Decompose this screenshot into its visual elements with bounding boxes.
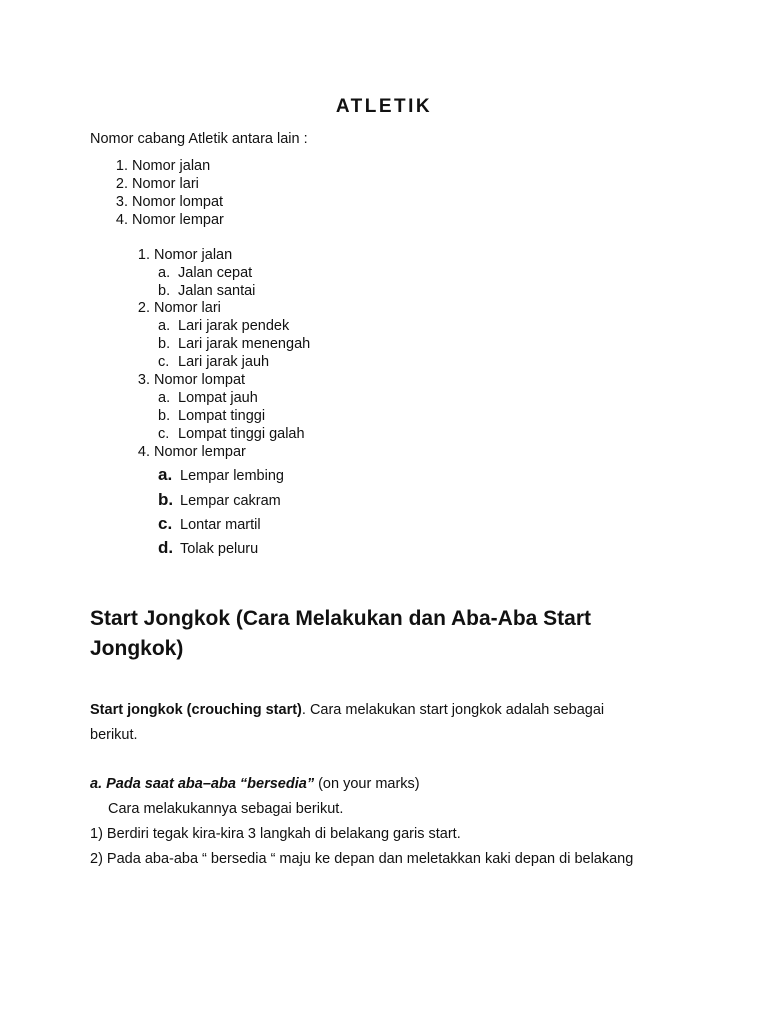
list-item-label: Nomor lempar (154, 444, 246, 460)
intro-text: Nomor cabang Atletik antara lain : (90, 131, 308, 147)
sub-list-label: Lempar lembing (180, 468, 284, 484)
list-item-label: Nomor jalan (132, 158, 211, 174)
list-item-label: Nomor lompat (132, 194, 224, 210)
sub-list-item (158, 283, 255, 299)
step-heading (90, 776, 420, 792)
sub-list-label: Tolak peluru (180, 541, 259, 557)
paragraph-line (90, 702, 604, 718)
list-item (126, 300, 221, 316)
sub-list-letter: b. (158, 408, 171, 424)
sub-list-item (158, 265, 252, 281)
sub-list-item (158, 318, 289, 334)
sub-list-item (158, 390, 258, 406)
section-heading: Start Jongkok (Cara Melakukan dan Aba-Aba Start Jongkok) (90, 607, 592, 660)
sub-list-item (158, 490, 281, 510)
bold-term: Start jongkok (crouching start) (90, 702, 302, 718)
sub-list-label: Jalan santai (178, 283, 256, 299)
sub-list-label: Lari jarak menengah (178, 336, 311, 352)
sub-list-item (158, 514, 261, 534)
step-heading-bold: a. Pada saat aba–aba “bersedia” (90, 776, 315, 792)
sub-list-letter: d. (158, 538, 174, 557)
sub-list-label: Lari jarak jauh (178, 354, 270, 370)
sub-list-letter: b. (158, 283, 171, 299)
sub-list-label: Lompat jauh (178, 390, 258, 406)
paragraph-text: . Cara melakukan start jongkok adalah sebagai (301, 702, 605, 718)
list-item-label: Nomor lari (132, 176, 199, 192)
step-item: 1) Berdiri tegak kira-kira 3 langkah di belakang garis start. (90, 826, 461, 842)
sub-list-item (158, 336, 310, 352)
list-item (104, 194, 223, 210)
sub-list-letter: b. (158, 490, 174, 509)
list-item (104, 176, 199, 192)
step-subtext: Cara melakukannya sebagai berikut. (108, 801, 344, 817)
sub-list-letter: c. (158, 514, 173, 533)
list-item (126, 247, 232, 263)
list-number: 4. (137, 444, 150, 460)
list-number: 3. (137, 372, 150, 388)
list-number: 1. (115, 158, 128, 174)
sub-list-label: Lompat tinggi galah (178, 426, 305, 442)
sub-list-letter: a. (158, 390, 171, 406)
page-title: ATLETIK (335, 96, 433, 117)
list-number: 2. (115, 176, 128, 192)
sub-list-letter: a. (158, 465, 173, 484)
step-heading-rest: (on your marks) (314, 776, 420, 792)
list-item-label: Nomor lompat (154, 372, 246, 388)
sub-list-letter: c. (158, 354, 170, 370)
sub-list-label: Lari jarak pendek (178, 318, 290, 334)
list-item (126, 444, 246, 460)
sub-list-item (158, 354, 269, 370)
list-item (104, 212, 224, 228)
sub-list-item (158, 426, 305, 442)
list-number: 2. (137, 300, 150, 316)
sub-list-letter: a. (158, 318, 171, 334)
list-item (126, 372, 245, 388)
sub-list-label: Lontar martil (180, 517, 261, 533)
sub-list-label: Lempar cakram (180, 493, 281, 509)
sub-list-label: Jalan cepat (178, 265, 253, 281)
step-item: 2) Pada aba-aba “ bersedia “ maju ke depan dan meletakkan kaki depan di belakang (90, 851, 634, 867)
list-item-label: Nomor lempar (132, 212, 224, 228)
list-item (104, 158, 210, 174)
sub-list-letter: c. (158, 426, 170, 442)
sub-list-item (158, 465, 284, 485)
sub-list-item (158, 538, 258, 558)
sub-list-item (158, 408, 265, 424)
list-item-label: Nomor lari (154, 300, 221, 316)
sub-list-label: Lompat tinggi (178, 408, 266, 424)
list-number: 3. (115, 194, 128, 210)
sub-list-letter: b. (158, 336, 171, 352)
list-item-label: Nomor jalan (154, 247, 233, 263)
paragraph-line: berikut. (90, 727, 138, 743)
list-number: 4. (115, 212, 128, 228)
list-number: 1. (137, 247, 150, 263)
sub-list-letter: a. (158, 265, 171, 281)
